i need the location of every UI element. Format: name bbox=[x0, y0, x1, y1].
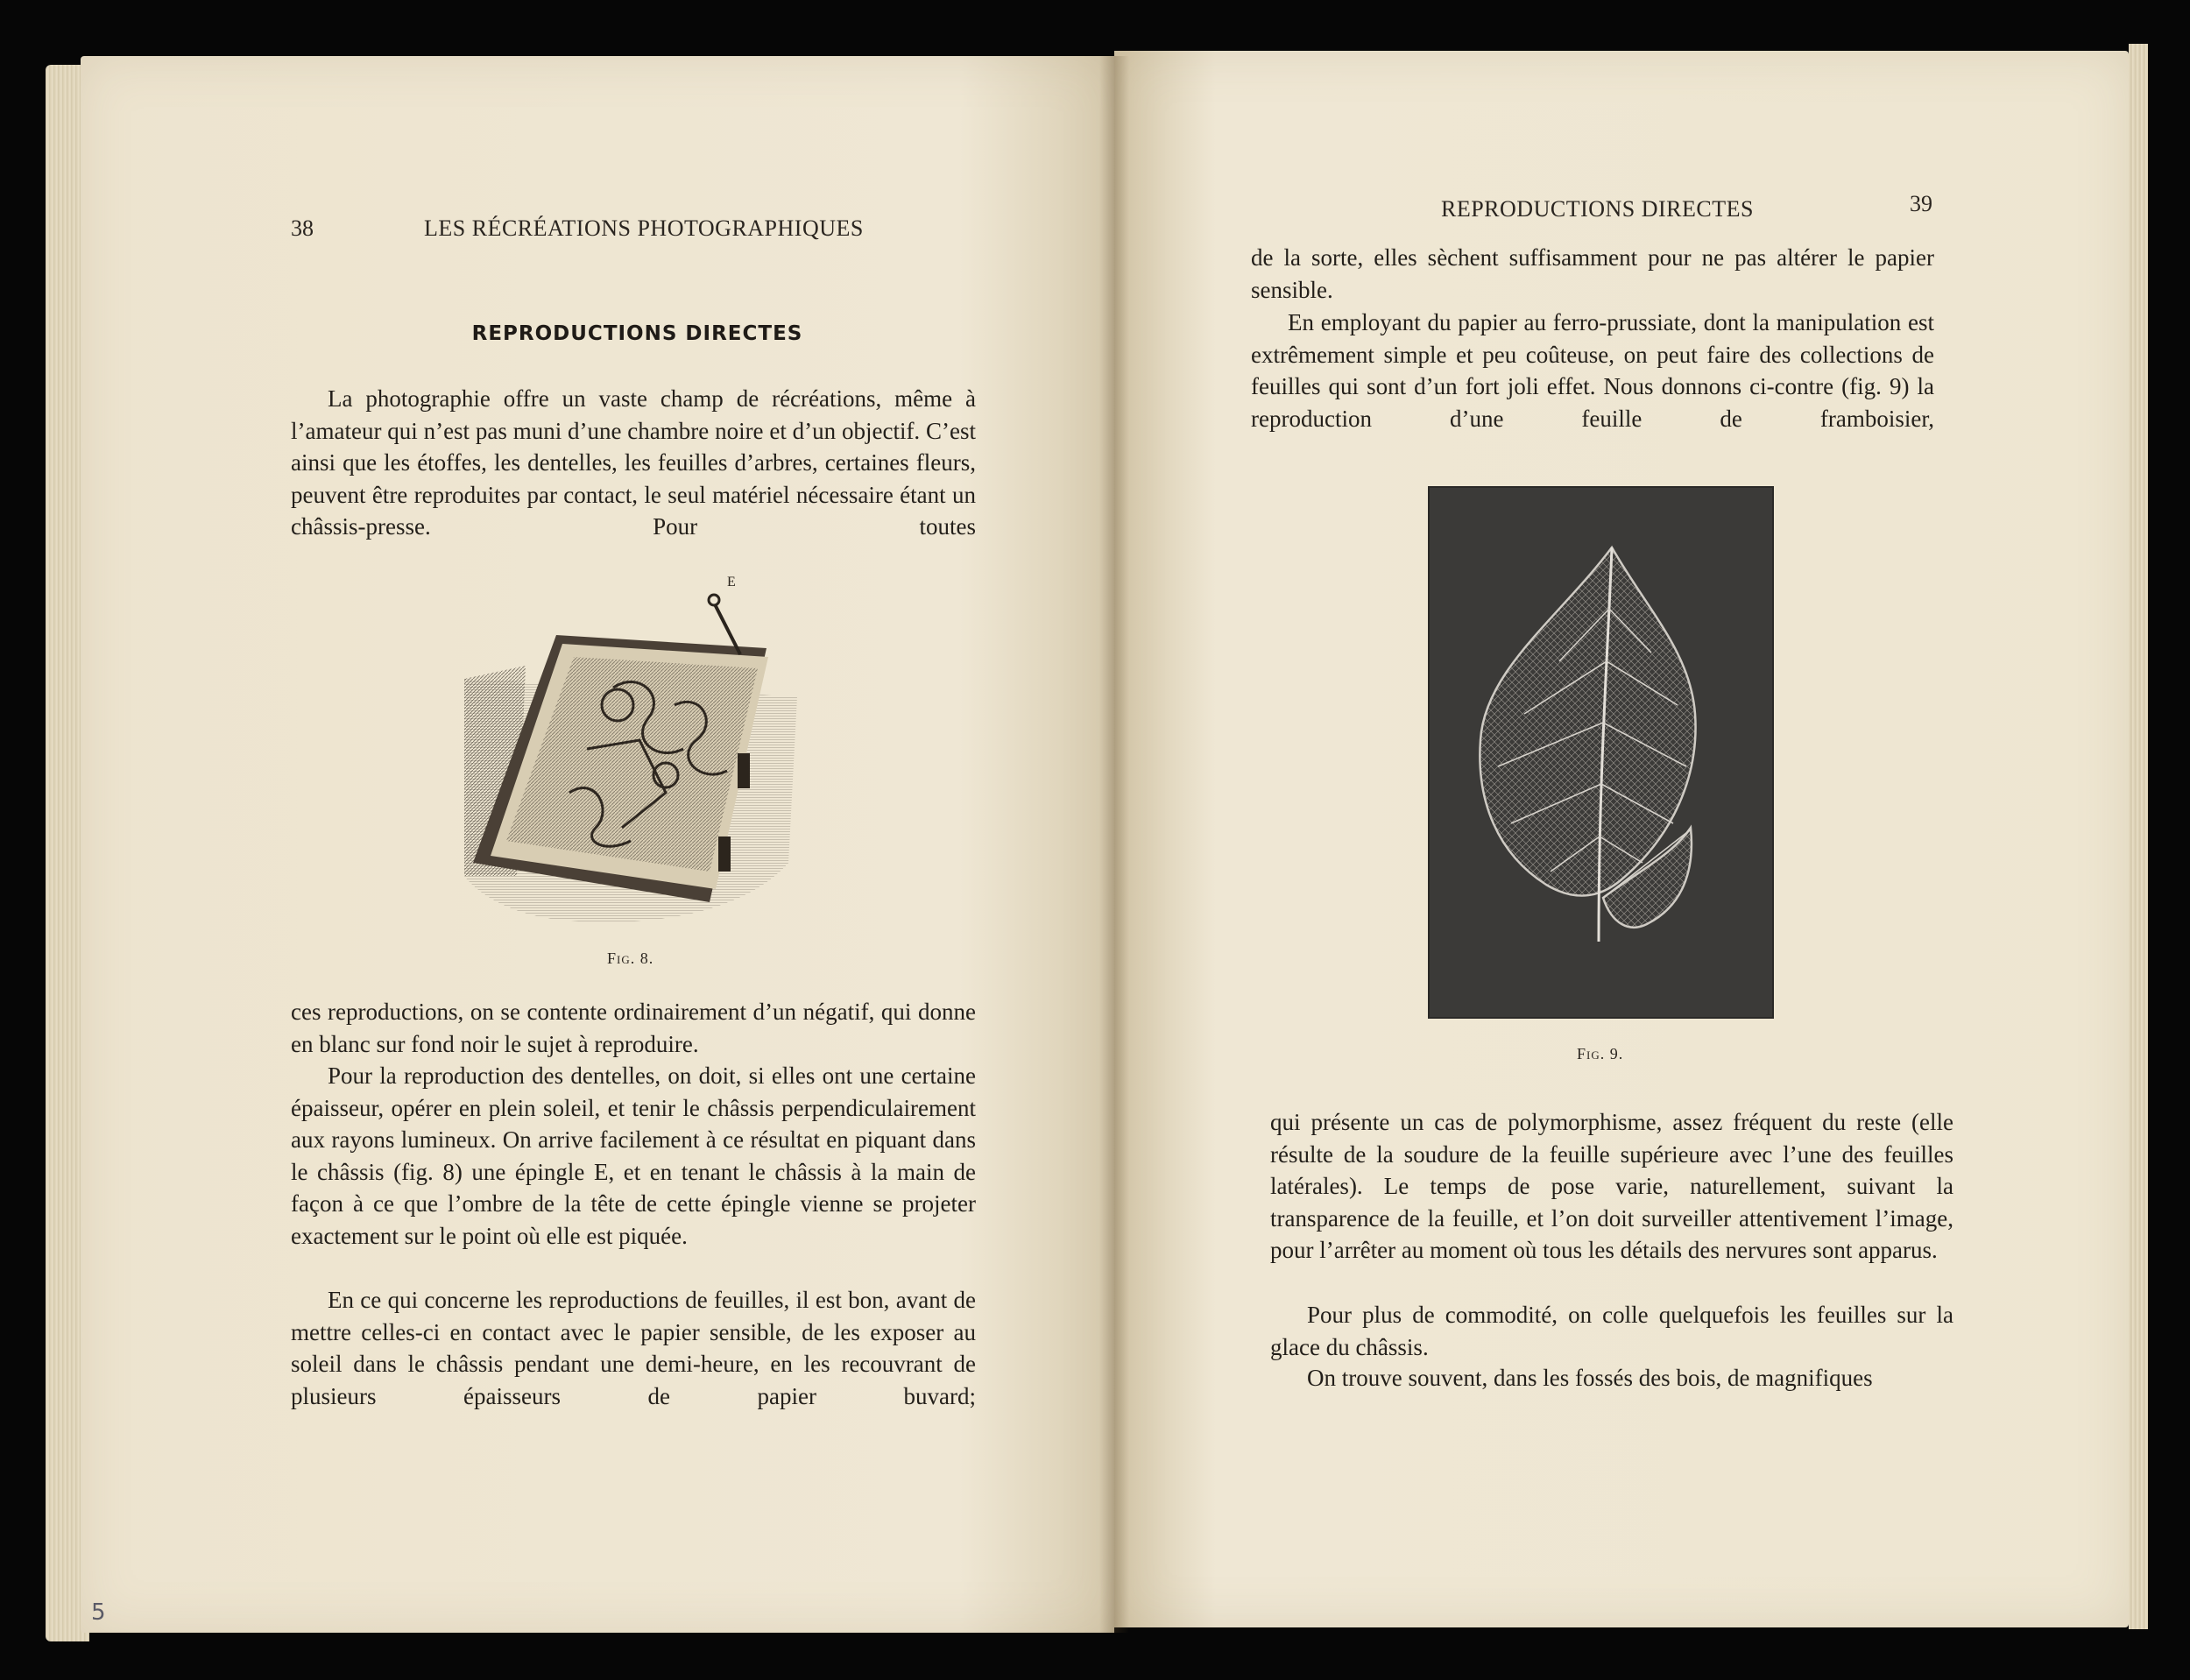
left-paragraph-3: Pour la reproduction des dentelles, on doit, si elles ont une certaine épaisseur, opérer en plein soleil, et tenir le châssis perpendiculairement aux rayons lumineux. On arrive facilement à ce résultat en piquant dans le châssis (fig. 8) une épingle E, et en tenant le châssis à la main de façon à ce que l’ombre de la tête de cette épingle vienne se projeter exactement sur le point où elle est piquée. bbox=[291, 1062, 976, 1249]
figure-8-printing-frame-illustration bbox=[456, 574, 806, 942]
figure-9-caption: Fig. 9. bbox=[1577, 1045, 1624, 1062]
figure-8-caption: Fig. 8. bbox=[607, 949, 654, 967]
book-gutter bbox=[1099, 56, 1129, 1633]
right-paragraph-5: On trouve souvent, dans les fossés des bois, de magnifiques bbox=[1307, 1365, 1873, 1391]
right-paragraph-3: qui présente un cas de polymorphisme, assez fréquent du reste (elle résulte de la soudure de la feuille supérieure avec l’une des feuilles latérales). Le temps de pose varie, naturellement, suivant la transparence de la feuille, et l’on doit surveiller attentivement l’image, pour l’arrêter au moment où tous les détails des nervures sont apparus. bbox=[1270, 1109, 1953, 1263]
left-paragraph-2: ces reproductions, on se contente ordinairement d’un négatif, qui donne en blanc sur fond noir le sujet à reproduire. bbox=[291, 999, 976, 1057]
section-title: REPRODUCTIONS DIRECTES bbox=[471, 322, 803, 345]
right-paragraph-2: En employant du papier au ferro-prussiate, dont la manipulation est extrêmement simple et peu coûteuse, on peut faire des collections de feuilles qui sont d’un fort joli effet. Nous donnons ci-contre (fig. 9) la reproduction d’une feuille de framboisier, bbox=[1251, 309, 1934, 432]
book-page-edges-right bbox=[2129, 44, 2148, 1629]
right-paragraph-4: Pour plus de commodité, on colle quelquefois les feuilles sur la glace du châssis. bbox=[1270, 1302, 1953, 1360]
left-paragraph-1: La photographie offre un vaste champ de récréations, même à l’amateur qui n’est pas muni d’une chambre noire et d’un objectif. C’est ainsi que les étoffes, les dentelles, les feuilles d’arbres, certaines fleurs, peuvent être reproduites par contact, le seul matériel nécessaire étant un châssis-presse. Pour toutes bbox=[291, 385, 976, 540]
right-page-number: 39 bbox=[1910, 191, 1932, 216]
left-paragraph-4: En ce qui concerne les reproductions de feuilles, il est bon, avant de mettre celles-ci en contact avec le papier sensible, de les exposer au soleil dans le châssis pendant une demi-heure, en les recouvrant de plusieurs épaisseurs de papier buvard; bbox=[291, 1287, 976, 1409]
figure-9-leaf-print bbox=[1428, 486, 1774, 1019]
right-paragraph-1: de la sorte, elles sèchent suffisamment pour ne pas altérer le papier sensible. bbox=[1251, 244, 1934, 303]
figure-8-pin-label: E bbox=[727, 575, 736, 589]
pencil-margin-mark: 5 bbox=[91, 1599, 106, 1626]
left-running-head: LES RÉCRÉATIONS PHOTOGRAPHIQUES bbox=[424, 215, 864, 241]
left-page-number: 38 bbox=[291, 215, 314, 241]
right-running-head: REPRODUCTIONS DIRECTES bbox=[1441, 196, 1754, 222]
